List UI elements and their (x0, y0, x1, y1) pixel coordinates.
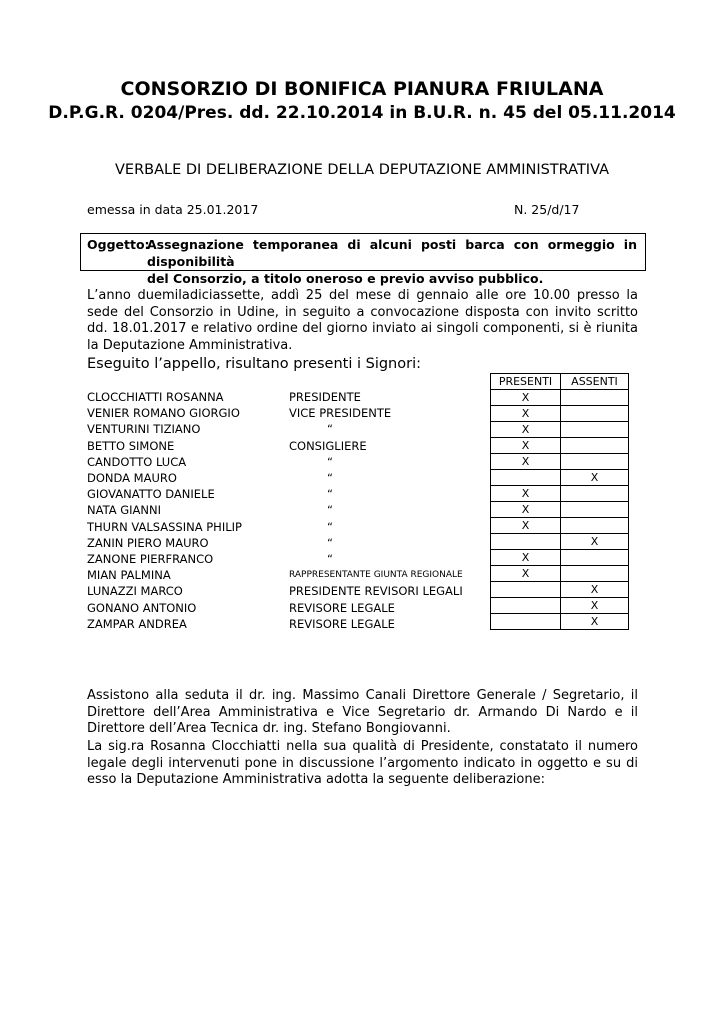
member-name: CLOCCHIATTI ROSANNA (87, 390, 224, 404)
member-name: CANDOTTO LUCA (87, 454, 187, 469)
attendance-row (491, 390, 629, 406)
member-name: ZAMPAR ANDREA (87, 616, 187, 631)
member-role: “ (327, 454, 333, 469)
attendance-row (491, 598, 629, 614)
absent-mark (561, 454, 629, 470)
subject-label: Oggetto: (87, 237, 150, 252)
present-mark: X (491, 454, 561, 470)
attendance-row (491, 534, 629, 550)
absent-mark (561, 518, 629, 534)
attendance-row (491, 486, 629, 502)
member-role: “ (327, 487, 333, 502)
attendance-row (491, 614, 629, 630)
absent-mark (561, 390, 629, 406)
present-mark: X (491, 518, 561, 534)
attendance-row (491, 502, 629, 518)
absent-mark: X (561, 534, 629, 550)
present-mark (491, 470, 561, 486)
member-name: NATA GIANNI (87, 503, 161, 518)
absent-mark (561, 486, 629, 502)
col-present-header: PRESENTI (491, 374, 561, 390)
present-mark: X (491, 502, 561, 518)
document-title: CONSORZIO DI BONIFICA PIANURA FRIULANA (120, 78, 604, 100)
absent-mark (561, 422, 629, 438)
present-mark (491, 534, 561, 550)
col-absent-header: ASSENTI (561, 374, 629, 390)
closing-paragraph: La sig.ra Rosanna Clocchiatti nella sua qualità di Presidente, constatato il numero legale degli intervenuti pone in discussione l’argomento indicato in oggetto e su di esso la Deputazione Amministrativa adotta la seguente deliberazione: (87, 739, 638, 787)
member-name: LUNAZZI MARCO (87, 584, 183, 599)
member-role: REVISORE LEGALE (289, 600, 395, 615)
attendance-row (491, 566, 629, 582)
member-role: “ (327, 471, 333, 485)
member-role: “ (327, 552, 333, 566)
present-mark (491, 614, 561, 630)
present-mark: X (491, 390, 561, 406)
subject-line-2: del Consorzio, a titolo oneroso e previo avviso pubblico. (147, 271, 544, 286)
present-mark: X (491, 550, 561, 566)
absent-mark (561, 438, 629, 454)
attendance-row (491, 422, 629, 438)
member-role: “ (327, 535, 333, 550)
member-name: GIOVANATTO DANIELE (87, 487, 215, 502)
member-name: VENIER ROMANO GIORGIO (87, 406, 240, 421)
intro-paragraph: L’anno duemiladiciassette, addì 25 del mese di gennaio alle ore 10.00 presso la sede del Consorzio in Udine, in seguito a convocazione disposta con invito scritto dd. 18.01.2017 e relativo ordine del giorno inviato ai singoli componenti, si è riunita la Deputazione Amministrativa. (87, 288, 638, 353)
subject-line-1: Assegnazione temporanea di alcuni posti barca con ormeggio in disponibilità (147, 237, 637, 269)
absent-mark (561, 406, 629, 422)
issue-date: emessa in data 25.01.2017 (87, 202, 259, 217)
member-name: ZANONE PIERFRANCO (87, 552, 214, 566)
present-mark (491, 582, 561, 598)
member-role: PRESIDENTE REVISORI LEGALI (289, 584, 463, 599)
attendance-row (491, 550, 629, 566)
present-mark: X (491, 438, 561, 454)
document-type: VERBALE DI DELIBERAZIONE DELLA DEPUTAZIONE AMMINISTRATIVA (114, 162, 609, 178)
member-role: “ (327, 422, 333, 437)
subject-box (80, 233, 646, 286)
member-role: “ (327, 519, 333, 534)
deliberation-number: N. 25/d/17 (514, 202, 580, 217)
present-mark: X (491, 566, 561, 582)
present-mark (491, 598, 561, 614)
member-role: PRESIDENTE (289, 390, 361, 404)
attendance-row (491, 518, 629, 534)
absent-mark (561, 502, 629, 518)
attendance-row (491, 438, 629, 454)
member-role: REVISORE LEGALE (289, 616, 395, 631)
attendance-table (490, 373, 629, 630)
member-name: THURN VALSASSINA PHILIP (87, 519, 242, 534)
member-name: DONDA MAURO (87, 471, 177, 485)
member-role: RAPPRESENTANTE GIUNTA REGIONALE (289, 570, 463, 581)
absent-mark: X (561, 582, 629, 598)
absent-mark (561, 550, 629, 566)
member-name: GONANO ANTONIO (87, 600, 197, 615)
attendance-row (491, 454, 629, 470)
member-role: VICE PRESIDENTE (289, 406, 392, 421)
absent-mark: X (561, 598, 629, 614)
attendance-row (491, 406, 629, 422)
document-subtitle: D.P.G.R. 0204/Pres. dd. 22.10.2014 in B.U.R. n. 45 del 05.11.2014 (48, 103, 676, 123)
member-name: ZANIN PIERO MAURO (87, 535, 209, 550)
roll-call-heading: Eseguito l’appello, risultano presenti i Signori: (87, 356, 421, 372)
member-role: “ (327, 503, 333, 518)
absent-mark: X (561, 470, 629, 486)
attendance-row (491, 582, 629, 598)
absent-mark: X (561, 614, 629, 630)
assist-paragraph: Assistono alla seduta il dr. ing. Massimo Canali Direttore Generale / Segretario, il Direttore dell’Area Amministrativa e Vice Segretario dr. Armando Di Nardo e il Direttore dell’Area Tecnica dr. ing. Stefano Bongiovanni. (87, 688, 638, 736)
member-name: BETTO SIMONE (87, 438, 175, 453)
absent-mark (561, 566, 629, 582)
present-mark: X (491, 406, 561, 422)
member-role: CONSIGLIERE (289, 438, 367, 453)
member-name: MIAN PALMINA (87, 568, 171, 583)
member-name: VENTURINI TIZIANO (87, 422, 201, 437)
attendance-row (491, 470, 629, 486)
present-mark: X (491, 486, 561, 502)
present-mark: X (491, 422, 561, 438)
